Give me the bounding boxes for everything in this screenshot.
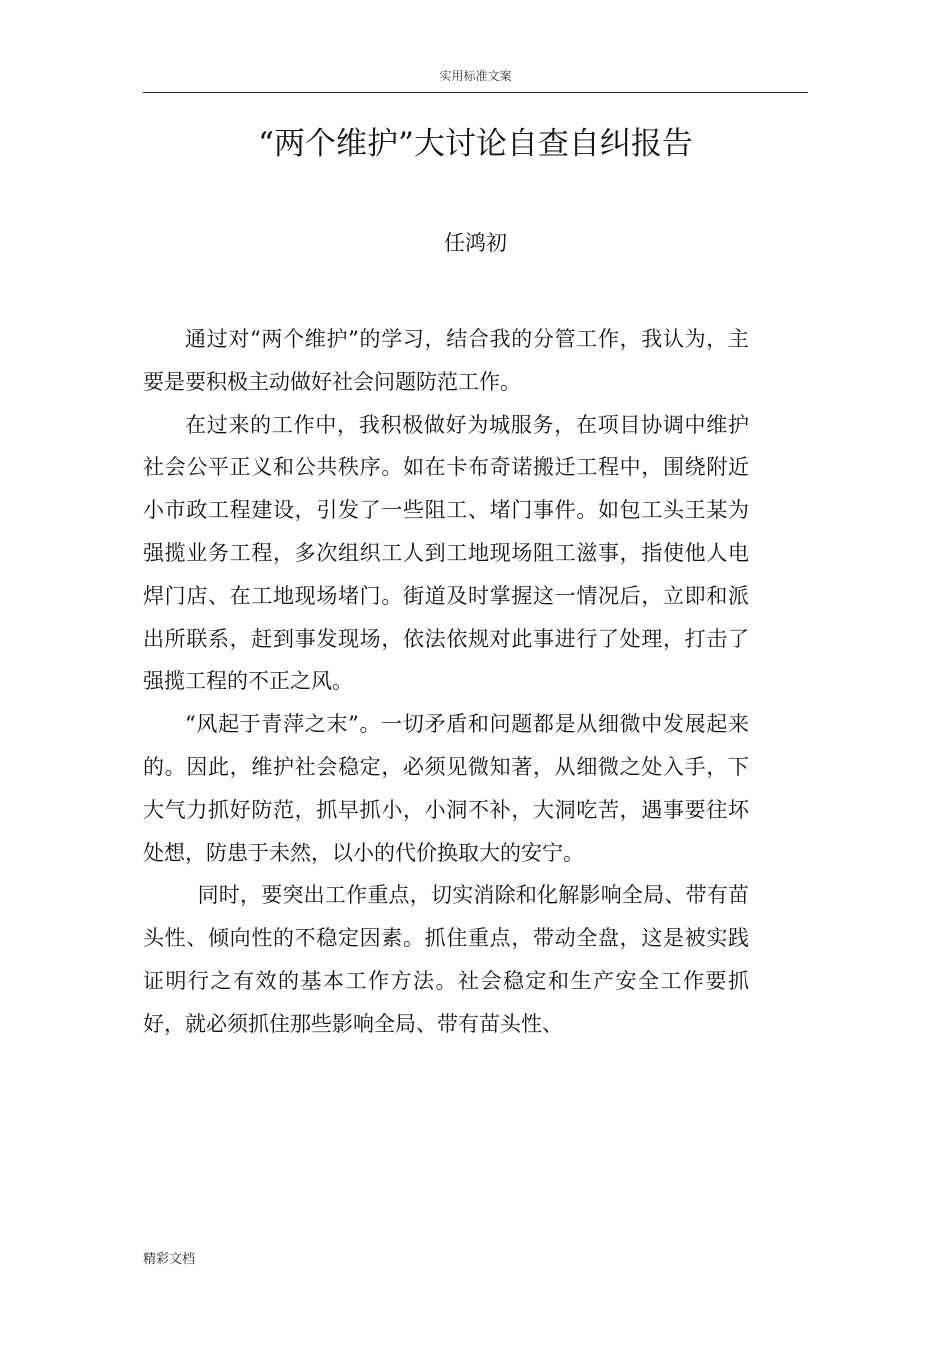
page-header <box>143 64 808 93</box>
paragraph: 同时，要突出工作重点，切实消除和化解影响全局、带有苗头性、倾向性的不稳定因素。抓住重点，带动全盘，这是被实践证明行之有效的基本工作方法。社会稳定和生产安全工作要抓好，就必须抓住那些影响全局、带有苗头性、 <box>143 883 749 1036</box>
paragraph: 通过对“两个维护”的学习，结合我的分管工作，我认为，主要是要积极主动做好社会问题防范工作。 <box>143 327 749 394</box>
document-title: “两个维护”大讨论自查自纠报告 <box>258 126 693 162</box>
document-author: 任鸿初 <box>444 231 507 255</box>
document-body <box>143 318 749 1046</box>
page-footer: 精彩文档 <box>143 1252 196 1267</box>
paragraph: 在过来的工作中，我积极做好为城服务，在项目协调中维护社会公平正义和公共秩序。如在卡布奇诺搬迁工程中，围绕附近小市政工程建设，引发了一些阻工、堵门事件。如包工头王某为强揽业务工程，多次组织工人到工地现场阻工滋事，指使他人电焊门店、在工地现场堵门。街道及时掌握这一情况后，立即和派出所联系，赶到事发现场，依法依规对此事进行了处理，打击了强揽工程的不正之风。 <box>143 412 749 694</box>
header-text: 实用标准文案 <box>439 69 512 83</box>
paragraph: “风起于青萍之末”。一切矛盾和问题都是从细微中发展起来的。因此，维护社会稳定，必须见微知著，从细微之处入手，下大气力抓好防范，抓早抓小，小洞不补，大洞吃苦，遇事要往坏处想，防患于未然，以小的代价换取大的安宁。 <box>143 712 749 865</box>
